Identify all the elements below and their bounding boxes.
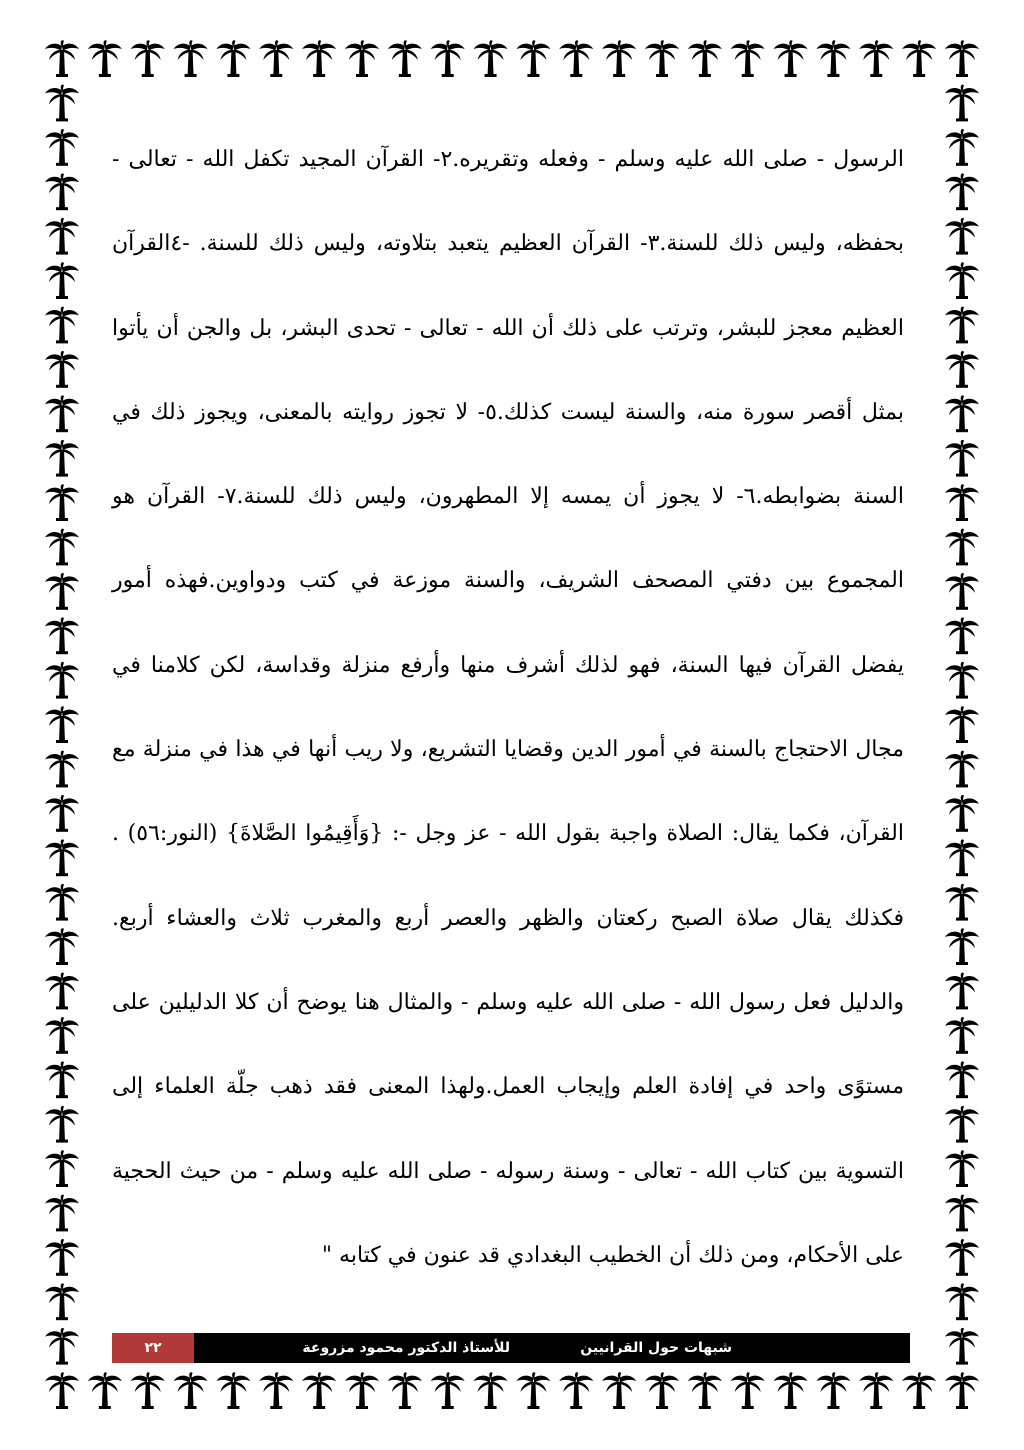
palm-tree-icon xyxy=(945,839,979,876)
palm-tree-icon xyxy=(45,307,79,344)
palm-tree-icon xyxy=(945,351,979,388)
palm-tree-icon xyxy=(45,40,79,77)
palm-tree-icon xyxy=(45,1150,79,1187)
palm-tree-icon xyxy=(45,85,79,122)
palm-tree-icon xyxy=(859,1372,893,1409)
palm-tree-icon xyxy=(45,1061,79,1098)
palm-tree-icon xyxy=(945,440,979,477)
palm-tree-icon xyxy=(388,40,422,77)
palm-tree-icon xyxy=(945,85,979,122)
palm-tree-icon xyxy=(731,1372,765,1409)
palm-tree-icon xyxy=(131,40,165,77)
palm-tree-icon xyxy=(945,706,979,743)
palm-tree-icon xyxy=(945,529,979,566)
palm-tree-icon xyxy=(945,1372,979,1409)
palm-tree-icon xyxy=(45,617,79,654)
palm-tree-icon xyxy=(945,1239,979,1276)
palm-tree-icon xyxy=(45,1239,79,1276)
palm-tree-icon xyxy=(945,928,979,965)
palm-tree-icon xyxy=(945,1283,979,1320)
palm-tree-icon xyxy=(45,662,79,699)
palm-tree-icon xyxy=(816,40,850,77)
palm-tree-icon xyxy=(559,40,593,77)
palm-tree-icon xyxy=(45,129,79,166)
palm-tree-icon xyxy=(902,1372,936,1409)
palm-tree-icon xyxy=(431,40,465,77)
body-paragraph: الرسول - صلى الله عليه وسلم - وفعله وتقريره.٢- القرآن المجيد تكفل الله - تعالى - بحفظه، وليس ذلك للسنة.٣- القرآن العظيم يتعبد بتلاوته، وليس ذلك للسنة. -٤القرآن العظيم معجز للبشر، وترتب على ذلك أن الله - تعالى - تحدى البشر، بل والجن أن يأتوا بمثل أقصر سورة منه، والسنة ليست كذلك.٥- لا تجوز روايته بالمعنى، ويجوز ذلك في السنة بضوابطه.٦- لا يجوز أن يمسه إلا المطهرون، وليس ذلك للسنة.٧- القرآن هو المجموع بين دفتي المصحف الشريف، والسنة موزعة في كتب ودواوين.فهذه أمور يفضل القرآن فيها السنة، فهو لذلك أشرف منها وأرفع منزلة وقداسة، لكن كلامنا في مجال الاحتجاج بالسنة في أمور الدين وقضايا التشريع، ولا ريب أنها في هذا في منزلة مع القرآن، فكما يقال: الصلاة واجبة بقول الله - عز وجل -: {وَأَقِيمُوا الصَّلاةَ} (النور:٥٦) . فكذلك يقال صلاة الصبح ركعتان والظهر والعصر أربع والمغرب ثلاث والعشاء أربع. والدليل فعل رسول الله - صلى الله عليه وسلم - والمثال هنا يوضح أن كلا الدليلين على مستوًى واحد في إفادة العلم وإيجاب العمل.ولهذا المعنى فقد ذهب جلّة العلماء إلى التسوية بين كتاب الله - تعالى - وسنة رسوله - صلى الله عليه وسلم - من حيث الحجية على الأحكام، ومن ذلك أن الخطيب البغدادي قد عنون في كتابه " xyxy=(112,147,905,1268)
palm-tree-icon xyxy=(945,1195,979,1232)
palm-tree-icon xyxy=(88,1372,122,1409)
palm-tree-icon xyxy=(945,262,979,299)
palm-tree-icon xyxy=(945,395,979,432)
palm-tree-icon xyxy=(559,1372,593,1409)
palm-tree-icon xyxy=(945,1061,979,1098)
palm-tree-icon xyxy=(45,573,79,610)
palm-tree-icon xyxy=(945,129,979,166)
palm-tree-icon xyxy=(45,928,79,965)
footer-author: للأستاذ الدكتور محمود مزروعة xyxy=(302,1340,510,1356)
palm-tree-icon xyxy=(45,884,79,921)
footer-bar xyxy=(112,1333,910,1363)
palm-tree-icon xyxy=(945,751,979,788)
palm-tree-icon xyxy=(816,1372,850,1409)
palm-tree-icon xyxy=(945,1017,979,1054)
palm-tree-icon xyxy=(216,1372,250,1409)
palm-tree-icon xyxy=(945,218,979,255)
palm-tree-icon xyxy=(945,973,979,1010)
palm-tree-icon xyxy=(45,1372,79,1409)
palm-tree-icon xyxy=(45,1328,79,1365)
palm-tree-icon xyxy=(45,395,79,432)
palm-tree-icon xyxy=(474,40,508,77)
palm-tree-icon xyxy=(174,40,208,77)
palm-tree-icon xyxy=(688,1372,722,1409)
palm-tree-icon xyxy=(602,1372,636,1409)
palm-tree-icon xyxy=(516,40,550,77)
palm-tree-icon xyxy=(259,40,293,77)
palm-tree-icon xyxy=(45,1017,79,1054)
palm-tree-icon xyxy=(474,1372,508,1409)
palm-tree-icon xyxy=(45,1283,79,1320)
palm-tree-icon xyxy=(259,1372,293,1409)
palm-tree-icon xyxy=(902,40,936,77)
page-number-box xyxy=(112,1333,194,1363)
palm-tree-icon xyxy=(945,1328,979,1365)
palm-tree-icon xyxy=(774,1372,808,1409)
palm-tree-icon xyxy=(945,795,979,832)
palm-tree-icon xyxy=(45,351,79,388)
palm-tree-icon xyxy=(345,40,379,77)
palm-tree-icon xyxy=(45,795,79,832)
palm-tree-icon xyxy=(45,751,79,788)
palm-tree-icon xyxy=(174,1372,208,1409)
palm-tree-icon xyxy=(88,40,122,77)
body-text-block xyxy=(112,118,904,1298)
palm-tree-icon xyxy=(945,1106,979,1143)
footer-book-title: شبهات حول القرانيين xyxy=(580,1340,732,1356)
palm-tree-icon xyxy=(45,973,79,1010)
palm-tree-icon xyxy=(45,1195,79,1232)
palm-tree-icon xyxy=(945,1150,979,1187)
palm-tree-icon xyxy=(859,40,893,77)
palm-tree-icon xyxy=(602,40,636,77)
palm-tree-icon xyxy=(945,40,979,77)
palm-tree-icon xyxy=(774,40,808,77)
palm-tree-icon xyxy=(945,573,979,610)
palm-tree-icon xyxy=(731,40,765,77)
palm-tree-icon xyxy=(45,529,79,566)
palm-tree-icon xyxy=(45,262,79,299)
palm-tree-icon xyxy=(45,218,79,255)
palm-tree-icon xyxy=(345,1372,379,1409)
palm-tree-icon xyxy=(302,40,336,77)
palm-tree-icon xyxy=(131,1372,165,1409)
palm-tree-icon xyxy=(945,617,979,654)
palm-tree-icon xyxy=(645,40,679,77)
palm-tree-icon xyxy=(45,839,79,876)
palm-tree-icon xyxy=(945,173,979,210)
palm-tree-icon xyxy=(516,1372,550,1409)
palm-tree-icon xyxy=(45,484,79,521)
page-number: ٢٢ xyxy=(144,1340,162,1356)
palm-tree-icon xyxy=(945,484,979,521)
palm-tree-icon xyxy=(216,40,250,77)
palm-tree-icon xyxy=(431,1372,465,1409)
palm-tree-icon xyxy=(388,1372,422,1409)
palm-tree-icon xyxy=(945,662,979,699)
palm-tree-icon xyxy=(688,40,722,77)
palm-tree-icon xyxy=(302,1372,336,1409)
palm-tree-icon xyxy=(45,440,79,477)
palm-tree-icon xyxy=(45,706,79,743)
palm-tree-icon xyxy=(45,1106,79,1143)
palm-tree-icon xyxy=(645,1372,679,1409)
palm-tree-icon xyxy=(45,173,79,210)
palm-tree-icon xyxy=(945,307,979,344)
palm-tree-icon xyxy=(945,884,979,921)
